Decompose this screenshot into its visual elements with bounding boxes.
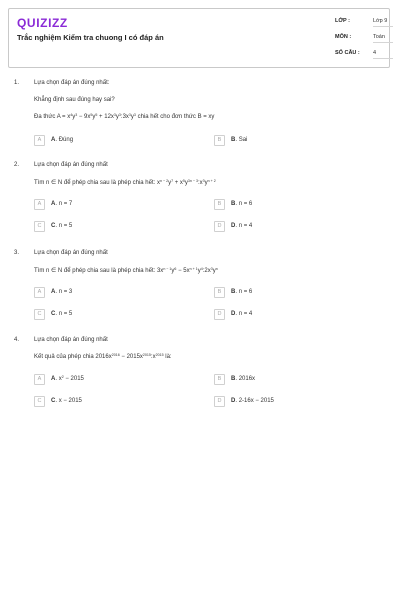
worksheet-header [8,8,390,68]
option-text: n = 7 [58,201,73,207]
option-text: $x^2 - 2015$ [58,374,84,382]
meta-label: MÔN : [335,34,352,40]
meta-label: LỚP : [335,18,350,24]
meta-value: 4 [373,50,393,59]
option-box: B [214,374,225,385]
worksheet-meta [335,16,388,64]
question-prompt: Lựa chọn đáp án đúng nhất: [34,80,110,86]
question-number: 2. [14,162,20,168]
option-box: B [214,287,225,298]
option-text: 2-16x − 2015 [238,398,274,404]
option-box: C [34,396,45,407]
option-box: D [214,309,225,320]
option-box: B [214,135,225,146]
option-text: Đúng [58,137,74,143]
option-letter: D [231,223,236,229]
meta-label: SỐ CÂU : [335,50,360,56]
question-prompt: Lựa chọn đáp án đúng nhất [34,162,108,168]
option-box: C [34,309,45,320]
option-letter: C [51,398,56,404]
meta-value: Lớp 9 [373,18,393,27]
option-box: A [34,199,45,210]
question-number: 3. [14,250,20,256]
option-text: 2016x [238,376,256,382]
question-expression: Đa thức $A = x^4y^3 - 9x^5y^5$ + $12x^3y^3:3x^3y^3$ chia hết cho đơn thức B = xy [34,112,215,120]
meta-value: Toán [373,34,393,43]
option-text: n = 5 [58,311,73,317]
option-letter: D [231,311,236,317]
question-prompt: Lựa chọn đáp án đúng nhất [34,337,108,343]
option-letter: D [231,398,236,404]
option-letter: C [51,311,56,317]
option-letter: B [231,376,236,382]
question-number: 4. [14,337,20,343]
option-box: B [214,199,225,210]
option-letter: A [51,137,56,143]
option-box: D [214,396,225,407]
option-box: A [34,135,45,146]
option-letter: A [51,289,56,295]
option-text: n = 3 [58,289,73,295]
question-expression: Tìm n ∈ N để phép chia sau là phép chia hết: $3x^{n - 1}y^6$ − $5x^{n + 1}y^4:2x^3y^n$ [34,266,218,274]
question-prompt: Lựa chọn đáp án đúng nhất [34,250,108,256]
option-letter: B [231,201,236,207]
question-number: 1. [14,80,20,86]
option-letter: C [51,223,56,229]
option-text: n = 6 [238,289,253,295]
quizizz-logo: QUIZIZZ [17,16,68,30]
option-letter: A [51,201,56,207]
worksheet-title: Trắc nghiệm Kiểm tra chuong I có đáp án [17,33,164,42]
option-letter: B [231,289,236,295]
question-expression: Tìm n ∈ N để phép chia sau là phép chia hết: $x^{n - 2}y^7$ + $x^5y^{3n - 3}:x^3y^{n + 2}$ [34,178,216,186]
option-text: n = 4 [238,223,253,229]
meta-row-class [335,16,388,32]
option-text: Sai [238,137,248,143]
option-text: n = 4 [238,311,253,317]
option-box: A [34,374,45,385]
question-expression: Kết quả của phép chia $2016x^{2016}$ − $2015x^{2015}:x^{2015}$ là: [34,352,172,360]
option-box: A [34,287,45,298]
option-box: D [214,221,225,232]
question-statement: Khẳng định sau đúng hay sai? [34,97,115,103]
meta-row-subject [335,32,385,48]
option-box: C [34,221,45,232]
option-text: x − 2015 [58,398,82,404]
worksheet-page: QUIZIZZ Trắc nghiệm Kiểm tra chuong I có đáp án LỚP : Lớp 9 MÔN : Toán SỐ CÂU : 4 1. Lựa chọn đáp án đúng nhất: Khẳng định sau đúng hay sai? Đa thức $A = x^4y^3 - 9x^5y^5$ + $12x^3y^3:3x^3y^3$ chia hết cho đơn thức B = xy A A. Đúng B B. Sai 2. Lựa chọn đáp án đúng nhất Tìm n ∈ N để phép chia sau là phép chia hết: $x^{n - 2}y^7$ + $x^5y^{3n - 3}:x^3y^{n + 2}$ A A. n = 7 B B. n = 6 C C. n = 5 D D. n = 4 3. Lựa chọn đáp án đúng nhất Tìm n ∈ N để phép chia sau là phép chia hết: $3x^{n - 1}y^6$ − $5x^{n + 1}y^4:2x^3y^n$ A A. n = 3 B B. n = 6 C C. n = 5 D D. n = 4 4. Lựa chọn đáp án đúng nhất Kết quả của phép chia $2016x^{2016}$ − $2015x^{2015}:x^{2015}$ là: A A. $x^2 - 2015$ B B. 2016x C C. x − 2015 D D. 2-16x − 2015 [0,0,400,600]
option-text: n = 6 [238,201,253,207]
option-letter: B [231,137,236,143]
option-text: n = 5 [58,223,73,229]
option-letter: A [51,376,56,382]
meta-row-question-count [335,48,385,64]
